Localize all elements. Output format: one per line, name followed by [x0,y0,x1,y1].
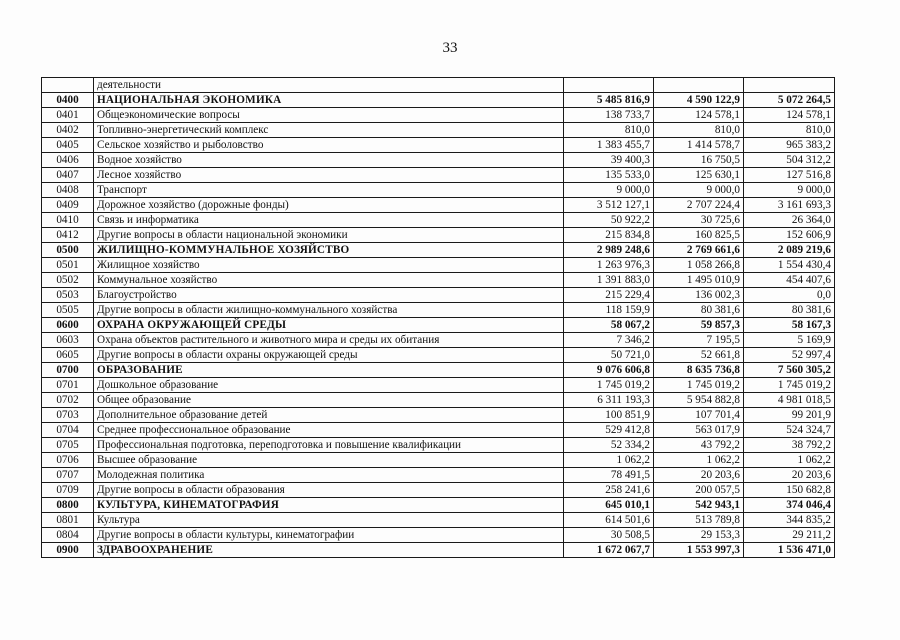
table-row [42,228,835,243]
table-row [42,528,835,543]
value-year-1: 215 229,4 [564,288,654,303]
table-row [42,423,835,438]
value-year-2: 200 057,5 [654,483,744,498]
row-name: Молодежная политика [94,468,564,483]
value-year-1: 7 346,2 [564,333,654,348]
value-year-1: 645 010,1 [564,498,654,513]
row-name: Охрана объектов растительного и животного мира и среды их обитания [94,333,564,348]
table-row [42,258,835,273]
value-year-1: 5 485 816,9 [564,93,654,108]
value-year-2: 1 062,2 [654,453,744,468]
value-year-3: 2 089 219,6 [744,243,835,258]
value-year-1: 52 334,2 [564,438,654,453]
row-name: ОБРАЗОВАНИЕ [94,363,564,378]
table-row [42,288,835,303]
table-row [42,108,835,123]
row-name: Другие вопросы в области охраны окружающей среды [94,348,564,363]
row-name: Водное хозяйство [94,153,564,168]
value-year-2: 124 578,1 [654,108,744,123]
table-row [42,273,835,288]
row-name: Дошкольное образование [94,378,564,393]
row-code: 0405 [42,138,94,153]
row-code: 0500 [42,243,94,258]
value-year-3: 124 578,1 [744,108,835,123]
value-year-3: 4 981 018,5 [744,393,835,408]
value-year-3: 5 169,9 [744,333,835,348]
value-year-3: 99 201,9 [744,408,835,423]
value-year-2: 1 553 997,3 [654,543,744,558]
value-year-1: 30 508,5 [564,528,654,543]
row-code: 0706 [42,453,94,468]
row-code: 0407 [42,168,94,183]
value-year-2 [654,78,744,93]
table-row [42,183,835,198]
row-name: Общее образование [94,393,564,408]
row-name: Лесное хозяйство [94,168,564,183]
value-year-3: 3 161 693,3 [744,198,835,213]
value-year-2: 80 381,6 [654,303,744,318]
row-name: Другие вопросы в области жилищно-коммунального хозяйства [94,303,564,318]
value-year-1: 118 159,9 [564,303,654,318]
row-code: 0501 [42,258,94,273]
value-year-1: 614 501,6 [564,513,654,528]
value-year-2: 513 789,8 [654,513,744,528]
table-row [42,453,835,468]
value-year-1: 9 000,0 [564,183,654,198]
value-year-1: 3 512 127,1 [564,198,654,213]
section-row [42,498,835,513]
value-year-1: 810,0 [564,123,654,138]
row-name: Общеэкономические вопросы [94,108,564,123]
value-year-2: 16 750,5 [654,153,744,168]
value-year-1: 100 851,9 [564,408,654,423]
value-year-2: 136 002,3 [654,288,744,303]
value-year-1: 529 412,8 [564,423,654,438]
row-code: 0600 [42,318,94,333]
table-row [42,408,835,423]
value-year-1: 1 672 067,7 [564,543,654,558]
value-year-2: 5 954 882,8 [654,393,744,408]
table-row [42,438,835,453]
value-year-3: 5 072 264,5 [744,93,835,108]
row-code: 0408 [42,183,94,198]
value-year-1: 215 834,8 [564,228,654,243]
value-year-2: 1 414 578,7 [654,138,744,153]
row-code: 0502 [42,273,94,288]
row-name: Связь и информатика [94,213,564,228]
value-year-2: 2 707 224,4 [654,198,744,213]
row-code: 0702 [42,393,94,408]
row-name: Благоустройство [94,288,564,303]
value-year-2: 20 203,6 [654,468,744,483]
value-year-3: 344 835,2 [744,513,835,528]
value-year-1: 1 062,2 [564,453,654,468]
value-year-3: 524 324,7 [744,423,835,438]
value-year-2: 4 590 122,9 [654,93,744,108]
row-name: Другие вопросы в области национальной экономики [94,228,564,243]
row-name: Профессиональная подготовка, переподготовка и повышение квалификации [94,438,564,453]
table-row [42,168,835,183]
table-row [42,348,835,363]
value-year-1: 6 311 193,3 [564,393,654,408]
value-year-1: 39 400,3 [564,153,654,168]
section-row [42,93,835,108]
value-year-1: 50 922,2 [564,213,654,228]
table-row [42,333,835,348]
row-code: 0709 [42,483,94,498]
page-number: 33 [442,40,458,56]
value-year-3: 1 745 019,2 [744,378,835,393]
row-code: 0605 [42,348,94,363]
row-code: 0703 [42,408,94,423]
row-name: Высшее образование [94,453,564,468]
table-row [42,198,835,213]
value-year-2: 30 725,6 [654,213,744,228]
value-year-2: 43 792,2 [654,438,744,453]
row-code: 0700 [42,363,94,378]
value-year-3: 504 312,2 [744,153,835,168]
value-year-2: 7 195,5 [654,333,744,348]
value-year-2: 9 000,0 [654,183,744,198]
value-year-1: 50 721,0 [564,348,654,363]
section-row [42,363,835,378]
row-code: 0401 [42,108,94,123]
row-code: 0603 [42,333,94,348]
row-code: 0409 [42,198,94,213]
value-year-2: 29 153,3 [654,528,744,543]
value-year-3: 1 062,2 [744,453,835,468]
row-name: ЖИЛИЩНО-КОММУНАЛЬНОЕ ХОЗЯЙСТВО [94,243,564,258]
row-name: Дорожное хозяйство (дорожные фонды) [94,198,564,213]
value-year-3: 26 364,0 [744,213,835,228]
value-year-3: 80 381,6 [744,303,835,318]
value-year-3: 20 203,6 [744,468,835,483]
row-name: Другие вопросы в области культуры, кинематографии [94,528,564,543]
row-name: Другие вопросы в области образования [94,483,564,498]
value-year-3: 1 554 430,4 [744,258,835,273]
row-name: ОХРАНА ОКРУЖАЮЩЕЙ СРЕДЫ [94,318,564,333]
section-row [42,543,835,558]
table-row [42,153,835,168]
row-code: 0701 [42,378,94,393]
value-year-2: 810,0 [654,123,744,138]
row-name: ЗДРАВООХРАНЕНИЕ [94,543,564,558]
value-year-1: 258 241,6 [564,483,654,498]
row-code: 0400 [42,93,94,108]
row-name: Жилищное хозяйство [94,258,564,273]
value-year-1: 78 491,5 [564,468,654,483]
value-year-2: 542 943,1 [654,498,744,513]
row-code [42,78,94,93]
row-code: 0900 [42,543,94,558]
table-row [42,378,835,393]
row-code: 0804 [42,528,94,543]
value-year-1 [564,78,654,93]
table-row [42,213,835,228]
value-year-1: 1 745 019,2 [564,378,654,393]
value-year-3: 29 211,2 [744,528,835,543]
table-row [42,138,835,153]
row-code: 0707 [42,468,94,483]
value-year-2: 59 857,3 [654,318,744,333]
table-row [42,513,835,528]
value-year-3: 9 000,0 [744,183,835,198]
value-year-2: 8 635 736,8 [654,363,744,378]
table-row [42,393,835,408]
section-row [42,318,835,333]
value-year-3: 38 792,2 [744,438,835,453]
value-year-2: 2 769 661,6 [654,243,744,258]
row-code: 0800 [42,498,94,513]
value-year-3: 965 383,2 [744,138,835,153]
row-code: 0801 [42,513,94,528]
value-year-1: 2 989 248,6 [564,243,654,258]
row-name: Среднее профессиональное образование [94,423,564,438]
table-row [42,303,835,318]
value-year-2: 1 058 266,8 [654,258,744,273]
row-code: 0410 [42,213,94,228]
value-year-2: 1 745 019,2 [654,378,744,393]
row-name: НАЦИОНАЛЬНАЯ ЭКОНОМИКА [94,93,564,108]
row-name: Транспорт [94,183,564,198]
value-year-1: 1 391 883,0 [564,273,654,288]
value-year-3: 58 167,3 [744,318,835,333]
budget-table [41,77,835,558]
table-row [42,483,835,498]
row-code: 0406 [42,153,94,168]
value-year-3: 810,0 [744,123,835,138]
value-year-3: 52 997,4 [744,348,835,363]
value-year-3: 7 560 305,2 [744,363,835,378]
value-year-1: 1 383 455,7 [564,138,654,153]
row-name: Топливно-энергетический комплекс [94,123,564,138]
value-year-3: 374 046,4 [744,498,835,513]
value-year-2: 52 661,8 [654,348,744,363]
value-year-3: 150 682,8 [744,483,835,498]
row-name: КУЛЬТУРА, КИНЕМАТОГРАФИЯ [94,498,564,513]
row-code: 0704 [42,423,94,438]
value-year-3: 454 407,6 [744,273,835,288]
value-year-3: 0,0 [744,288,835,303]
value-year-1: 135 533,0 [564,168,654,183]
row-code: 0505 [42,303,94,318]
value-year-2: 160 825,5 [654,228,744,243]
value-year-2: 1 495 010,9 [654,273,744,288]
row-code: 0503 [42,288,94,303]
row-name: деятельности [94,78,564,93]
table-row [42,123,835,138]
value-year-3: 127 516,8 [744,168,835,183]
row-name: Сельское хозяйство и рыболовство [94,138,564,153]
value-year-3: 1 536 471,0 [744,543,835,558]
value-year-1: 1 263 976,3 [564,258,654,273]
value-year-1: 138 733,7 [564,108,654,123]
row-code: 0412 [42,228,94,243]
row-code: 0402 [42,123,94,138]
row-name: Дополнительное образование детей [94,408,564,423]
value-year-2: 107 701,4 [654,408,744,423]
row-name: Коммунальное хозяйство [94,273,564,288]
value-year-1: 58 067,2 [564,318,654,333]
value-year-3: 152 606,9 [744,228,835,243]
table-row [42,468,835,483]
value-year-2: 125 630,1 [654,168,744,183]
row-name: Культура [94,513,564,528]
table-row [42,78,835,93]
section-row [42,243,835,258]
value-year-3 [744,78,835,93]
value-year-2: 563 017,9 [654,423,744,438]
budget-table-body [42,78,835,558]
value-year-1: 9 076 606,8 [564,363,654,378]
row-code: 0705 [42,438,94,453]
